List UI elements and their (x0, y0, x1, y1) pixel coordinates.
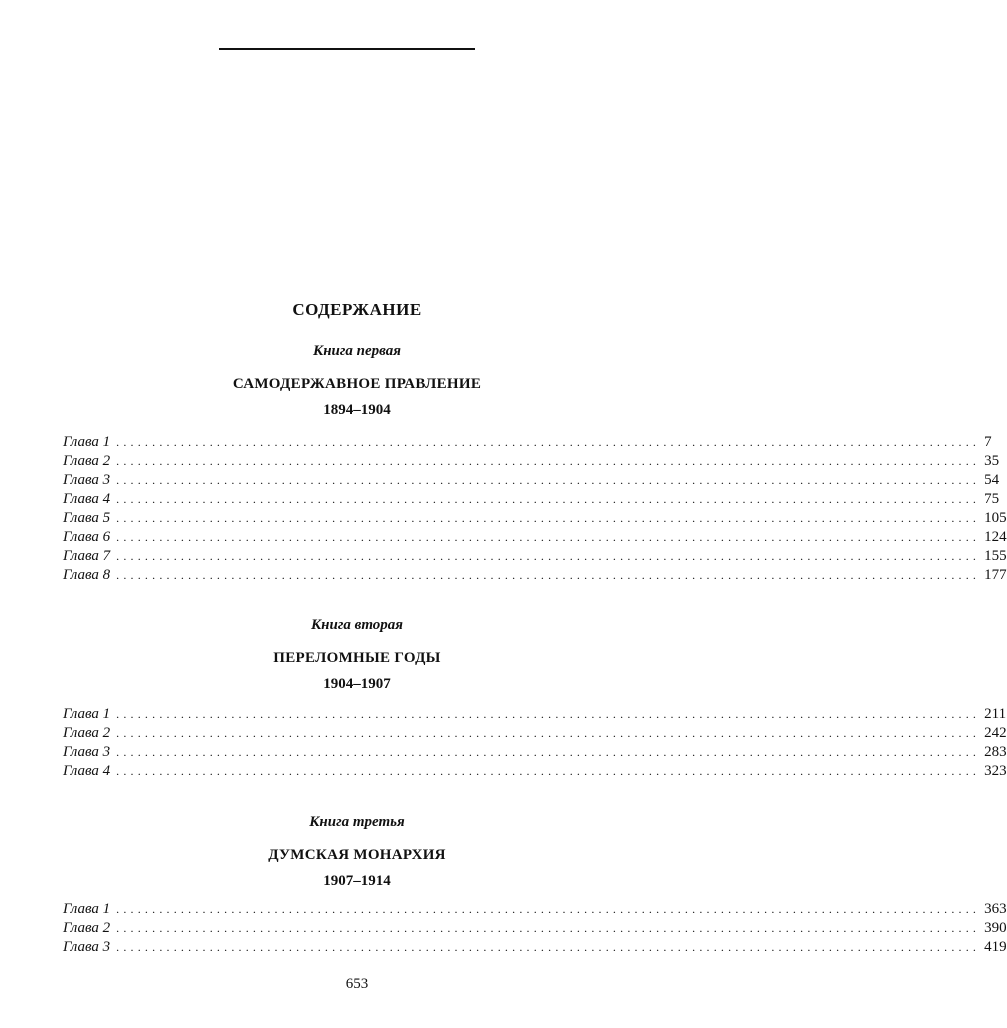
chapter-label: Глава 3 (63, 472, 111, 488)
chapter-page: 390 (984, 920, 1007, 936)
chapter-label: Глава 2 (63, 725, 111, 741)
dot-leader: ........................................................................................................................ (116, 726, 981, 740)
chapter-label: Глава 7 (63, 548, 111, 564)
toc-list-book-2 (63, 706, 1007, 782)
toc-entry[interactable] (63, 725, 1007, 744)
dot-leader: ........................................................................................................................ (116, 549, 981, 563)
chapter-label: Глава 1 (63, 901, 111, 917)
dot-leader: ........................................................................................................................ (116, 745, 981, 759)
dot-leader: ........................................................................................................................ (116, 530, 981, 544)
book-label: Книга третья (309, 814, 405, 830)
book-years: 1907–1914 (323, 873, 391, 889)
book-title: ПЕРЕЛОМНЫЕ ГОДЫ (273, 650, 441, 666)
dot-leader: ........................................................................................................................ (116, 473, 981, 487)
dot-leader: ........................................................................................................................ (116, 902, 981, 916)
chapter-page: 105 (984, 510, 1007, 526)
toc-entry[interactable] (63, 510, 1007, 529)
dot-leader: ........................................................................................................................ (116, 454, 981, 468)
chapter-page: 283 (984, 744, 1007, 760)
top-rule (219, 48, 475, 50)
toc-entry[interactable] (63, 763, 1007, 782)
dot-leader: ........................................................................................................................ (116, 511, 981, 525)
chapter-page: 124 (984, 529, 1007, 545)
chapter-label: Глава 4 (63, 763, 111, 779)
book-years: 1904–1907 (323, 676, 391, 692)
chapter-page: 323 (984, 763, 1007, 779)
dot-leader: ........................................................................................................................ (116, 921, 981, 935)
toc-entry[interactable] (63, 472, 1000, 491)
chapter-label: Глава 4 (63, 491, 111, 507)
chapter-label: Глава 1 (63, 706, 111, 722)
dot-leader: ........................................................................................................................ (116, 940, 981, 954)
book-years: 1894–1904 (323, 402, 391, 418)
chapter-label: Глава 2 (63, 453, 111, 469)
chapter-page: 7 (984, 434, 992, 450)
toc-entry[interactable] (63, 548, 1007, 567)
toc-entry[interactable] (63, 744, 1007, 763)
dot-leader: ........................................................................................................................ (116, 707, 981, 721)
toc-entry[interactable] (63, 920, 1007, 939)
chapter-label: Глава 3 (63, 744, 111, 760)
chapter-label: Глава 6 (63, 529, 111, 545)
book-3-header (0, 814, 714, 890)
chapter-page: 54 (984, 472, 1000, 488)
dot-leader: ........................................................................................................................ (116, 764, 981, 778)
toc-entry[interactable] (63, 529, 1007, 548)
toc-entry[interactable] (63, 706, 1007, 725)
chapter-page: 363 (984, 901, 1007, 917)
chapter-label: Глава 2 (63, 920, 111, 936)
toc-list-book-3 (63, 901, 1007, 958)
chapter-label: Глава 8 (63, 567, 111, 583)
chapter-page: 419 (984, 939, 1007, 955)
dot-leader: ........................................................................................................................ (116, 568, 981, 582)
chapter-label: Глава 5 (63, 510, 111, 526)
chapter-label: Глава 3 (63, 939, 111, 955)
chapter-page: 177 (984, 567, 1007, 583)
chapter-page: 211 (984, 706, 1007, 722)
chapter-page: 35 (984, 453, 1000, 469)
chapter-page: 242 (984, 725, 1007, 741)
dot-leader: ........................................................................................................................ (116, 492, 981, 506)
page-number: 653 (345, 976, 369, 992)
page-title: СОДЕРЖАНИЕ (292, 300, 422, 319)
dot-leader: ........................................................................................................................ (116, 435, 981, 449)
book-label: Книга вторая (310, 617, 404, 633)
toc-entry[interactable] (63, 939, 1007, 958)
toc-entry[interactable] (63, 453, 1000, 472)
toc-entry[interactable] (63, 491, 1000, 510)
toc-entry[interactable] (63, 567, 1007, 586)
book-title: САМОДЕРЖАВНОЕ ПРАВЛЕНИЕ (232, 376, 482, 392)
chapter-page: 75 (984, 491, 1000, 507)
book-label: Книга первая (313, 343, 401, 359)
book-1-header (0, 343, 714, 419)
toc-entry[interactable] (63, 434, 992, 453)
chapter-page: 155 (984, 548, 1007, 564)
book-title: ДУМСКАЯ МОНАРХИЯ (268, 847, 446, 863)
toc-entry[interactable] (63, 901, 1007, 920)
chapter-label: Глава 1 (63, 434, 111, 450)
book-2-header (0, 617, 714, 693)
toc-list-book-1 (63, 434, 1007, 586)
